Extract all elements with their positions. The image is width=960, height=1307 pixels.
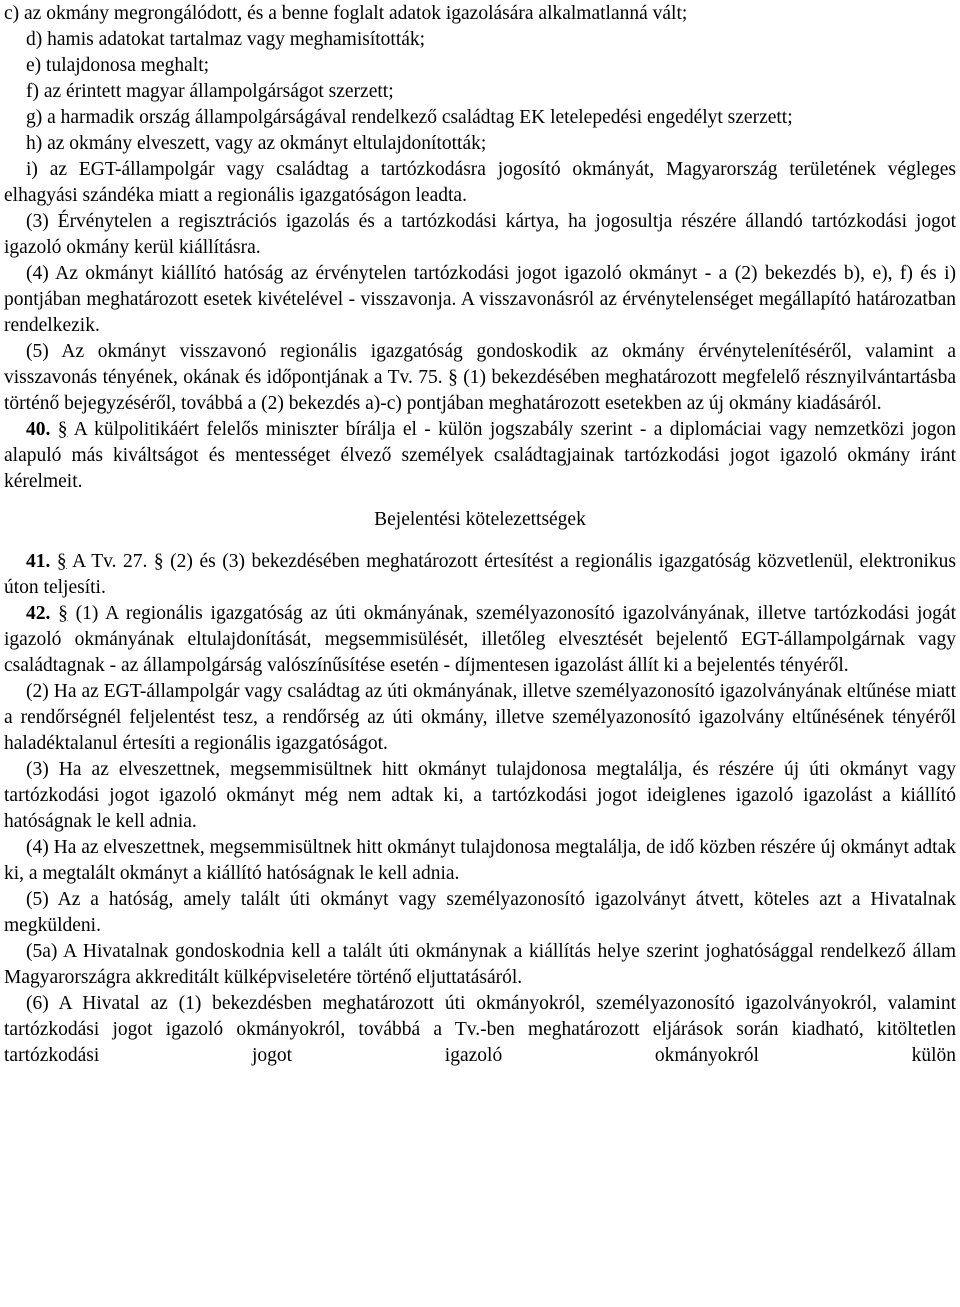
section-42-paragraph-6: (6) A Hivatal az (1) bekezdésben meghatározott úti okmányokról, személyazonosító igazolványokról, valamint tartózkodási jogot igazoló okmányokról, továbbá a Tv.-ben meghatározott eljárások során kiadható, kitöltetlen tartózkodási jogot igazoló okmányokról külön xyxy=(4,993,956,1066)
paragraph-5: (5) Az okmányt visszavonó regionális igazgatóság gondoskodik az okmány érvénytelenítéséről, valamint a visszavonás tényének, okának és időpontjának a Tv. 75. § (1) bekezdésében meghatározott megfelelő résznyilvántartásba történő bejegyzéséről, továbbá a (2) bekezdés a)-c) pontjában meghatározott esetekben az új okmány kiadásáról. xyxy=(4,341,956,414)
point-d: d) hamis adatokat tartalmaz vagy meghamisították; xyxy=(26,29,426,50)
point-f: f) az érintett magyar állampolgárságot szerzett; xyxy=(26,81,394,102)
paragraph-4: (4) Az okmányt kiállító hatóság az érvénytelen tartózkodási jogot igazoló okmányt - a (2) bekezdés b), e), f) és i) pontjában meghatározott esetek kivételével - visszavonja. A visszavonásról az érvénytelenséget megállapító határozatban rendelkezik. xyxy=(4,263,956,336)
section-42-paragraph-2: (2) Ha az EGT-állampolgár vagy családtag az úti okmányának, illetve személyazonosító igazolványának eltűnése miatt a rendőrségnél feljelentést tesz, a rendőrség az úti okmány, illetve személyazonosító igazolvány eltűnésének tényéről haladéktalanul értesíti a regionális igazgatóságot. xyxy=(4,681,956,754)
point-h: h) az okmány elveszett, vagy az okmányt eltulajdonították; xyxy=(26,133,487,154)
section-42-number: 42. xyxy=(26,603,51,624)
section-40-number: 40. xyxy=(26,419,51,440)
point-g: g) a harmadik ország állampolgárságával rendelkező családtag EK letelepedési engedélyt szerzett; xyxy=(26,107,793,128)
point-i: i) az EGT-állampolgár vagy családtag a tartózkodásra jogosító okmányát, Magyarország területének végleges elhagyási szándéka miatt a regionális igazgatóságon leadta. xyxy=(4,159,956,206)
point-c: c) az okmány megrongálódott, és a benne foglalt adatok igazolására alkalmatlanná vált; xyxy=(4,3,688,24)
point-e: e) tulajdonosa meghalt; xyxy=(26,55,210,76)
section-42-paragraph-5a: (5a) A Hivatalnak gondoskodnia kell a talált úti okmánynak a kiállítás helye szerint joghatósággal rendelkező állam Magyarországra akkreditált külképviseletére történő eljuttatásáról. xyxy=(4,941,956,988)
section-40 xyxy=(4,417,956,495)
section-42 xyxy=(4,601,956,679)
section-41-text: A Tv. 27. § (2) és (3) bekezdésében meghatározott értesítést a regionális igazgatóság közvetlenül, elektronikus úton teljesíti. xyxy=(4,551,956,598)
section-42-paragraph-4: (4) Ha az elveszettnek, megsemmisültnek hitt okmányt tulajdonosa megtalálja, de idő közben részére új okmányt adtak ki, a megtalált okmányt a kiállító hatóságnak le kell adnia. xyxy=(4,837,956,884)
section-41 xyxy=(4,549,956,601)
section-40-text: A külpolitikáért felelős miniszter bírálja el - külön jogszabály szerint - a diplomáciai vagy nemzetközi jogon alapuló más kiváltságot és mentességet élvező személyek családtagjainak tartózkodási jogot igazoló okmány iránt kérelmeit. xyxy=(4,419,956,492)
section-42-paragraph-1: (1) A regionális igazgatóság az úti okmányának, személyazonosító igazolványának, illetve tartózkodási jogát igazoló okmányának eltulajdonítását, megsemmisülését, illetőleg elvesztését bejelentő EGT-állampolgárnak vagy családtagnak - az állampolgárság valószínűsítése esetén - díjmentesen igazolást állít ki a bejelentés tényéről. xyxy=(4,603,956,676)
section-sign: § xyxy=(58,603,68,624)
section-42-paragraph-3: (3) Ha az elveszettnek, megsemmisültnek hitt okmányt tulajdonosa megtalálja, és részére új úti okmányt vagy tartózkodási jogot igazoló okmányt még nem adtak ki, a tartózkodási jogot ideiglenes igazoló igazolást a kiállító hatóságnak le kell adnia. xyxy=(4,759,956,832)
section-41-number: 41. xyxy=(26,551,51,572)
paragraph-3: (3) Érvénytelen a regisztrációs igazolás és a tartózkodási kártya, ha jogosultja részére állandó tartózkodási jogot igazoló okmány kerül kiállításra. xyxy=(4,211,956,258)
section-heading: Bejelentési kötelezettségek xyxy=(374,509,586,530)
section-42-paragraph-5: (5) Az a hatóság, amely talált úti okmányt vagy személyazonosító igazolványt átvett, köteles azt a Hivatalnak megküldeni. xyxy=(4,889,956,936)
section-sign: § xyxy=(56,551,67,572)
section-sign: § xyxy=(57,419,68,440)
